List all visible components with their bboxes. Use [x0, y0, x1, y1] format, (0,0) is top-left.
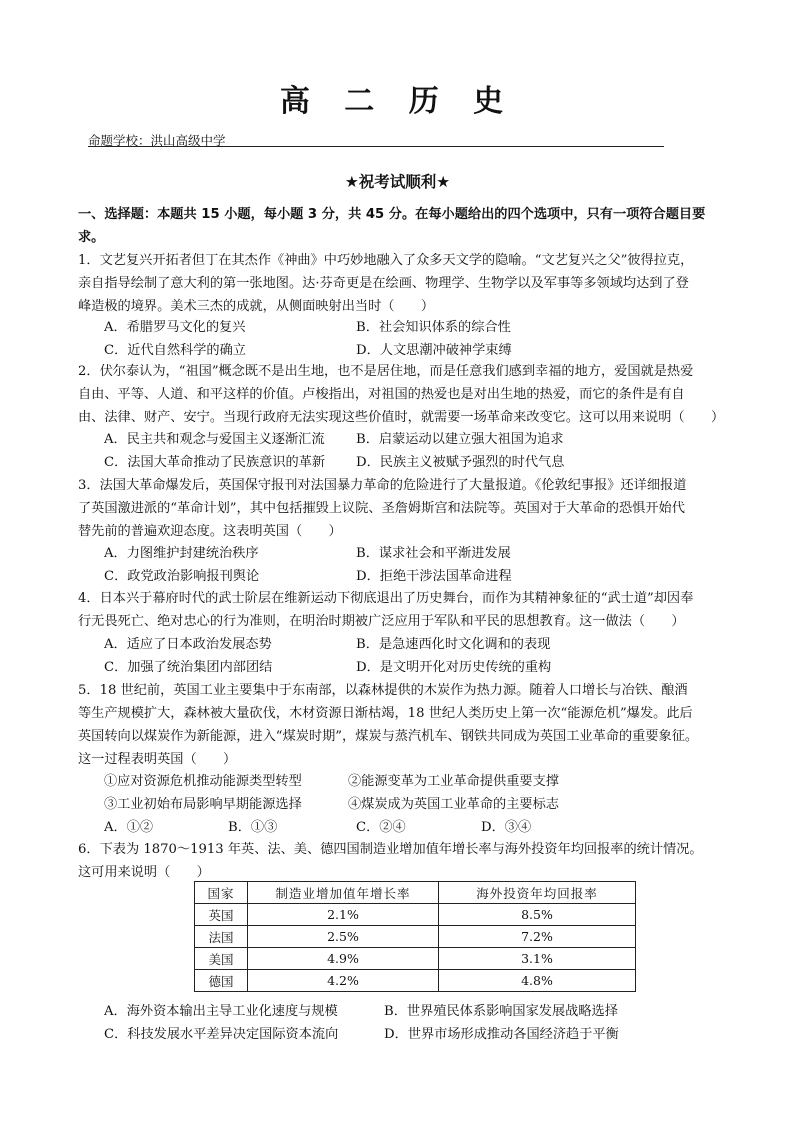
option-c[interactable]: C．近代自然科学的确立 — [104, 343, 246, 358]
section-line: 求。 — [78, 230, 105, 245]
option-d[interactable]: D．人文思潮冲破神学束缚 — [356, 343, 512, 358]
option-b[interactable]: B．世界殖民体系影响国家发展战略选择 — [384, 1004, 618, 1019]
option-b[interactable]: B．是急速西化时文化调和的表现 — [356, 637, 551, 652]
option-c[interactable]: C．法国大革命推动了民族意识的革新 — [104, 455, 326, 470]
table-cell: 8.5% — [439, 904, 636, 926]
school-line: 命题学校：洪山高级中学 — [88, 133, 226, 148]
option-c[interactable]: C．政党政治影响报刊舆论 — [104, 569, 260, 584]
table-cell: 德国 — [195, 970, 248, 992]
question-line: 5．18 世纪前，英国工业主要集中于东南部，以森林提供的木炭作为热力源。随着人口增长与冶铁、酿酒 — [78, 683, 688, 698]
table-cell: 2.1% — [248, 904, 439, 926]
section-instructions — [78, 203, 726, 249]
question-line: 2．伏尔泰认为，“祖国”概念既不是出生地，也不是居住地，而是任意我们感到幸福的地方，爱国就是热爱 — [78, 364, 694, 379]
table-row — [195, 948, 636, 970]
question-2-stem — [78, 360, 726, 429]
option-d[interactable]: D．世界市场形成推动各国经济趋于平衡 — [384, 1027, 619, 1042]
table-cell: 3.1% — [439, 948, 636, 970]
question-line: 自由、平等、人道、和平这样的价值。卢梭指出，对祖国的热爱也是对出生地的热爱，而它的条件是有自 — [78, 387, 685, 402]
question-line: 了英国激进派的“革命计划”，其中包括摧毁上议院、圣詹姆斯宫和法院等。英国对于大革命的恐惧开始代 — [78, 501, 685, 516]
question-line: 亲自指导绘制了意大利的第一张地图。达·芬奇更是在绘画、物理学、生物学以及军事等多领域均达到了登 — [78, 276, 689, 291]
question-line: 这可用来说明（ ） — [78, 865, 210, 880]
table-cell: 英国 — [195, 904, 248, 926]
question-line: 这一过程表明英国（ ） — [78, 752, 237, 767]
statement-4: ④煤炭成为英国工业革命的主要标志 — [348, 797, 559, 812]
option-d[interactable]: D．民族主义被赋予强烈的时代气息 — [356, 455, 565, 470]
question-line: 等生产规模扩大，森林被大量砍伐，木材资源日渐枯竭，18 世纪人类历史上第一次“能源危机”爆发。此后 — [78, 706, 693, 721]
table-header-cell: 制造业增加值年增长率 — [248, 882, 439, 904]
table-cell: 4.9% — [248, 948, 439, 970]
statement-2: ②能源变革为工业革命提供重要支撑 — [348, 774, 559, 789]
exam-title: 高 二 历 史 — [279, 84, 516, 119]
table-row — [195, 904, 636, 926]
question-line: 峰造极的境界。美术三杰的成就，从侧面映射出当时（ ） — [78, 299, 435, 314]
option-a[interactable]: A．海外资本输出主导工业化速度与规模 — [104, 1004, 338, 1019]
question-line: 3．法国大革命爆发后，英国保守报刊对法国暴力革命的危险进行了大量报道。《伦敦纪事报》还详细报道 — [78, 478, 687, 493]
question-line: 由、法律、财产、安宁。当现行政府无法实现这些价值时，就需要一场革命来改变它。这可以用来说明（ ） — [78, 410, 725, 425]
option-b[interactable]: B．启蒙运动以建立强大祖国为追求 — [356, 432, 564, 447]
question-5-stem — [78, 679, 726, 771]
statistics-table — [194, 881, 636, 992]
table-cell: 4.8% — [439, 970, 636, 992]
option-d[interactable]: D．是文明开化对历史传统的重构 — [356, 660, 552, 675]
section-line: 一、选择题：本题共 15 小题，每小题 3 分，共 45 分。在每小题给出的四个选项中，只有一项符合题目要 — [78, 207, 706, 222]
table-cell: 2.5% — [248, 926, 439, 948]
option-a[interactable]: A．希腊罗马文化的复兴 — [104, 320, 246, 335]
school-underline — [88, 146, 664, 147]
table-row — [195, 926, 636, 948]
table-cell: 法国 — [195, 926, 248, 948]
question-3-stem — [78, 474, 726, 543]
question-1-stem — [78, 249, 726, 318]
table-cell: 7.2% — [439, 926, 636, 948]
table-header-cell: 国家 — [195, 882, 248, 904]
table-header-cell: 海外投资年均回报率 — [439, 882, 636, 904]
option-a[interactable]: A．①② — [104, 820, 154, 835]
table-cell: 美国 — [195, 948, 248, 970]
question-4-stem — [78, 587, 726, 633]
question-line: 行无畏死亡、绝对忠心的行为准则，在明治时期被广泛应用于军队和平民的思想教育。这一做法（ ） — [78, 614, 685, 629]
option-a[interactable]: A．力图维护封建统治秩序 — [104, 546, 259, 561]
option-a[interactable]: A．民主共和观念与爱国主义逐渐汇流 — [104, 432, 325, 447]
good-luck-line: ★祝考试顺利★ — [344, 173, 451, 191]
option-b[interactable]: B．①③ — [228, 820, 278, 835]
option-a[interactable]: A．适应了日本政治发展态势 — [104, 637, 272, 652]
option-c[interactable]: C．②④ — [356, 820, 406, 835]
question-line: 1．文艺复兴开拓者但丁在其杰作《神曲》中巧妙地融入了众多天文学的隐喻。“文艺复兴之父”彼得拉克， — [78, 253, 694, 268]
question-line: 4．日本兴于幕府时代的武士阶层在维新运动下彻底退出了历史舞台，而作为其精神象征的“武士道”却因奉 — [78, 591, 694, 606]
option-d[interactable]: D．③④ — [481, 820, 532, 835]
option-b[interactable]: B．社会知识体系的综合性 — [356, 320, 511, 335]
question-line: 英国转向以煤炭作为新能源，进入“煤炭时期”，煤炭与蒸汽机车、钢铁共同成为英国工业革命的重要象征。 — [78, 729, 699, 744]
table-row — [195, 970, 636, 992]
option-c[interactable]: C．加强了统治集团内部团结 — [104, 660, 273, 675]
option-b[interactable]: B．谋求社会和平渐进发展 — [356, 546, 511, 561]
question-6-stem — [78, 838, 726, 884]
question-line: 6．下表为 1870～1913 年英、法、美、德四国制造业增加值年增长率与海外投资年均回报率的统计情况。 — [78, 842, 703, 857]
statement-3: ③工业初始布局影响早期能源选择 — [104, 797, 302, 812]
statement-1: ①应对资源危机推动能源类型转型 — [104, 774, 302, 789]
option-c[interactable]: C．科技发展水平差异决定国际资本流向 — [104, 1027, 339, 1042]
table-cell: 4.2% — [248, 970, 439, 992]
question-line: 替先前的普遍欢迎态度。这表明英国（ ） — [78, 524, 342, 539]
table-header-row — [195, 882, 636, 904]
option-d[interactable]: D．拒绝干涉法国革命进程 — [356, 569, 512, 584]
